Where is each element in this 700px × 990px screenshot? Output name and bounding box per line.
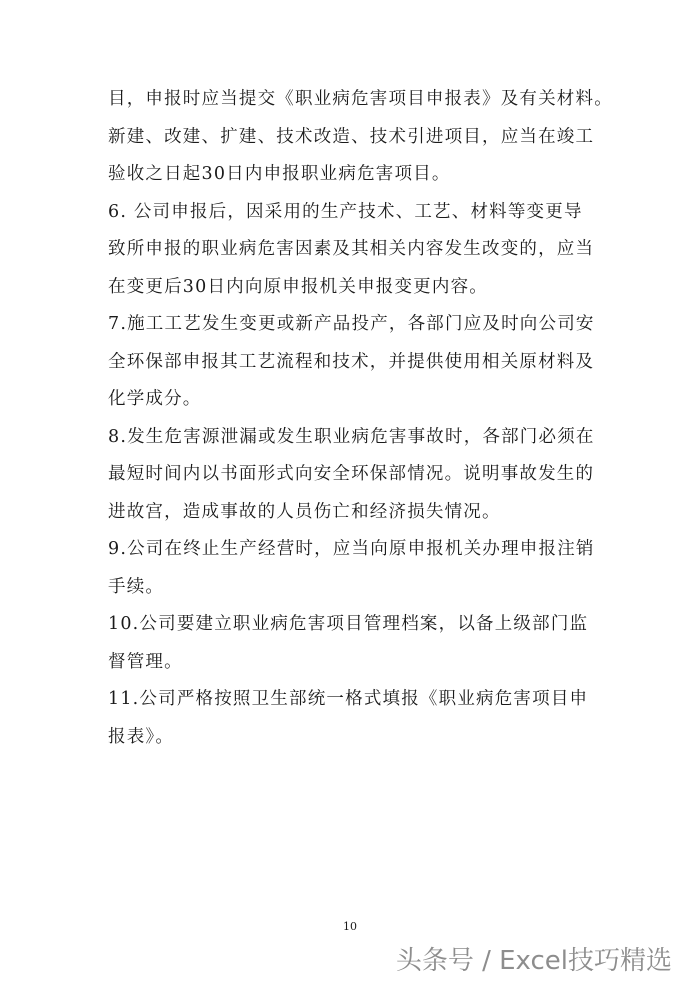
text-line: 11.公司严格按照卫生部统一格式填报《职业病危害项目申 <box>108 689 589 709</box>
text-line: 8.发生危害源泄漏或发生职业病危害事故时，各部门必须在 <box>108 426 595 447</box>
document-body <box>108 88 613 763</box>
text-line: 验收之日起30日内申报职业病危害项目。 <box>108 164 451 184</box>
text-line: 9.公司在终止生产经营时，应当向原申报机关办理申报注销 <box>108 539 595 559</box>
text-line: 进故宫，造成事故的人员伤亡和经济损失情况。 <box>108 501 501 522</box>
text-line: 最短时间内以书面形式向安全环保部情况。说明事故发生的 <box>108 464 595 484</box>
text-line: 全环保部申报其工艺流程和技术，并提供使用相关原材料及 <box>108 351 595 372</box>
text-line: 6. 公司申报后，因采用的生产技术、工艺、材料等变更导 <box>108 201 583 222</box>
text-line: 7.施工工艺发生变更或新产品投产，各部门应及时向公司安 <box>108 314 595 334</box>
text-line: 手续。 <box>108 576 165 597</box>
text-line: 报表》。 <box>108 726 175 747</box>
page-number: 10 <box>343 920 357 933</box>
text-line: 10.公司要建立职业病危害项目管理档案，以备上级部门监 <box>108 614 589 634</box>
text-line: 督管理。 <box>108 651 183 672</box>
text-line: 化学成分。 <box>108 389 202 409</box>
text-line: 新建、改建、扩建、技术改造、技术引进项目，应当在竣工 <box>108 126 595 147</box>
text-line: 在变更后30日内向原申报机关申报变更内容。 <box>108 276 488 297</box>
text-line: 致所申报的职业病危害因素及其相关内容发生改变的，应当 <box>108 239 595 259</box>
watermark: 头条号 / Excel技巧精选 <box>395 946 672 976</box>
text-line: 目，申报时应当提交《职业病危害项目申报表》及有关材料。 <box>108 89 613 109</box>
